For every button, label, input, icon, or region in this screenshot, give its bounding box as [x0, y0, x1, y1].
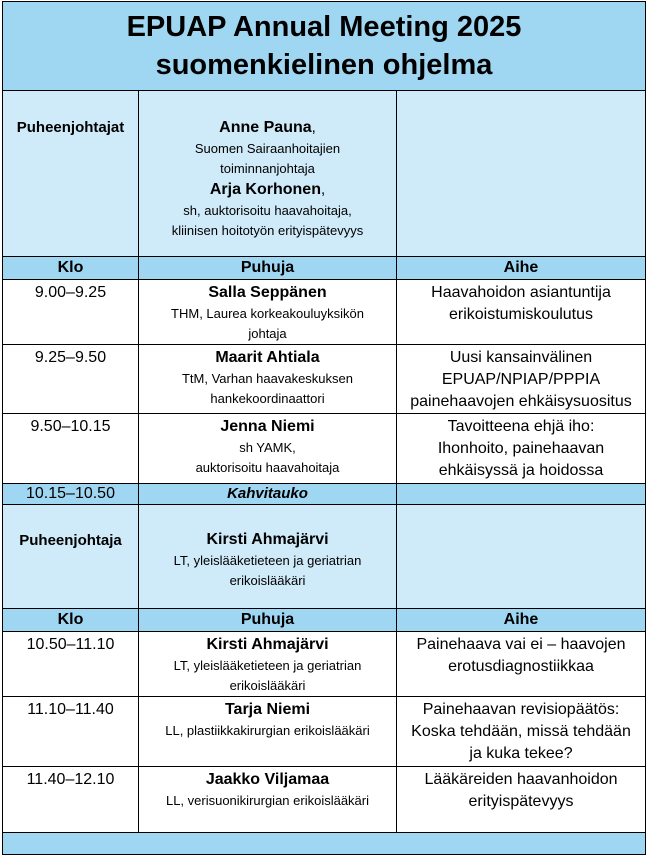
chair-2-name: Arja Korhonen [209, 181, 321, 198]
header-topic: Aihe [397, 257, 646, 280]
speaker-name: Kirsti Ahmajärvi [206, 636, 329, 653]
chair-label: Puheenjohtaja [3, 505, 139, 609]
talk-time: 10.50–11.10 [3, 632, 139, 697]
talk-time: 9.00–9.25 [3, 280, 139, 345]
chair-name: Kirsti Ahmajärvi [206, 531, 329, 548]
chairs-empty-cell [397, 91, 646, 257]
speaker-name: Maarit Ahtiala [215, 349, 320, 366]
header-time: Klo [3, 609, 139, 632]
page-title: EPUAP Annual Meeting 2025 [126, 11, 522, 43]
chair-1: Anne Pauna, [219, 119, 316, 136]
chair-empty-cell [397, 505, 646, 609]
chair-cell: Kirsti Ahmajärvi LT, yleislääketieteen ja geriatrian erikoislääkäri [139, 505, 397, 609]
chairs-cell [139, 91, 397, 257]
break-time: 10.15–10.50 [3, 484, 139, 505]
chairs-label: Puheenjohtajat [3, 91, 139, 257]
chair-2: Arja Korhonen, [209, 181, 326, 198]
header-speaker: Puhuja [139, 609, 397, 632]
talk-speaker: Jaakko Viljamaa LL, verisuonikirurgian erikoislääkäri [139, 767, 397, 833]
program-table [2, 1, 646, 855]
talk-speaker: Maarit Ahtiala TtM, Varhan haavakeskuksen hankekoordinaattori [139, 345, 397, 414]
chair-1-title-line2: toiminnanjohtaja [220, 161, 315, 176]
speaker-name: Jaakko Viljamaa [205, 771, 330, 788]
chair-1-name: Anne Pauna [219, 119, 312, 136]
talk-speaker: Kirsti Ahmajärvi LT, yleislääketieteen ja geriatrian erikoislääkäri [139, 632, 397, 697]
page-subtitle: suomenkielinen ohjelma [155, 49, 493, 81]
talk-topic: Uusi kansainvälinen EPUAP/NPIAP/PPPIA painehaavojen ehkäisysuositus [397, 345, 646, 414]
chair-2-title-line1: sh, auktorisoitu haavahoitaja, [183, 203, 352, 218]
table-row [3, 280, 646, 345]
break-row [3, 484, 646, 505]
header-topic: Aihe [397, 609, 646, 632]
speaker-name: Jenna Niemi [220, 418, 315, 435]
talk-topic: Lääkäreiden haavanhoidon erityispätevyys [397, 767, 646, 833]
talk-time: 9.25–9.50 [3, 345, 139, 414]
table-row [3, 767, 646, 833]
talk-speaker: Jenna Niemi sh YAMK, auktorisoitu haavahoitaja [139, 414, 397, 484]
speaker-name: Tarja Niemi [224, 701, 311, 718]
table-row [3, 632, 646, 697]
footer-bar [3, 833, 646, 855]
talk-topic: Tavoitteena ehjä iho: Ihonhoito, painehaavan ehkäisyssä ja hoidossa [397, 414, 646, 484]
speaker-name: Salla Seppänen [208, 284, 327, 301]
chair-2-title-line2: kliinisen hoitotyön erityispätevyys [171, 223, 364, 238]
talk-topic: Haavahoidon asiantuntija erikoistumiskoulutus [397, 280, 646, 345]
talk-speaker: Tarja Niemi LL, plastiikkakirurgian erikoislääkäri [139, 697, 397, 767]
table-row [3, 345, 646, 414]
talk-time: 11.10–11.40 [3, 697, 139, 767]
chair-1-title-line1: Suomen Sairaanhoitajien [194, 141, 341, 156]
talk-topic: Painehaavan revisiopäätös: Koska tehdään, missä tehdään ja kuka tekee? [397, 697, 646, 767]
header-time: Klo [3, 257, 139, 280]
break-label: Kahvitauko [139, 484, 397, 505]
table-row [3, 414, 646, 484]
header-speaker: Puhuja [139, 257, 397, 280]
talk-time: 11.40–12.10 [3, 767, 139, 833]
talk-topic: Painehaava vai ei – haavojen erotusdiagnostiikkaa [397, 632, 646, 697]
talk-time: 9.50–10.15 [3, 414, 139, 484]
table-row [3, 697, 646, 767]
break-empty-cell [397, 484, 646, 505]
title-cell [3, 2, 646, 91]
talk-speaker: Salla Seppänen THM, Laurea korkeakouluyksikön johtaja [139, 280, 397, 345]
